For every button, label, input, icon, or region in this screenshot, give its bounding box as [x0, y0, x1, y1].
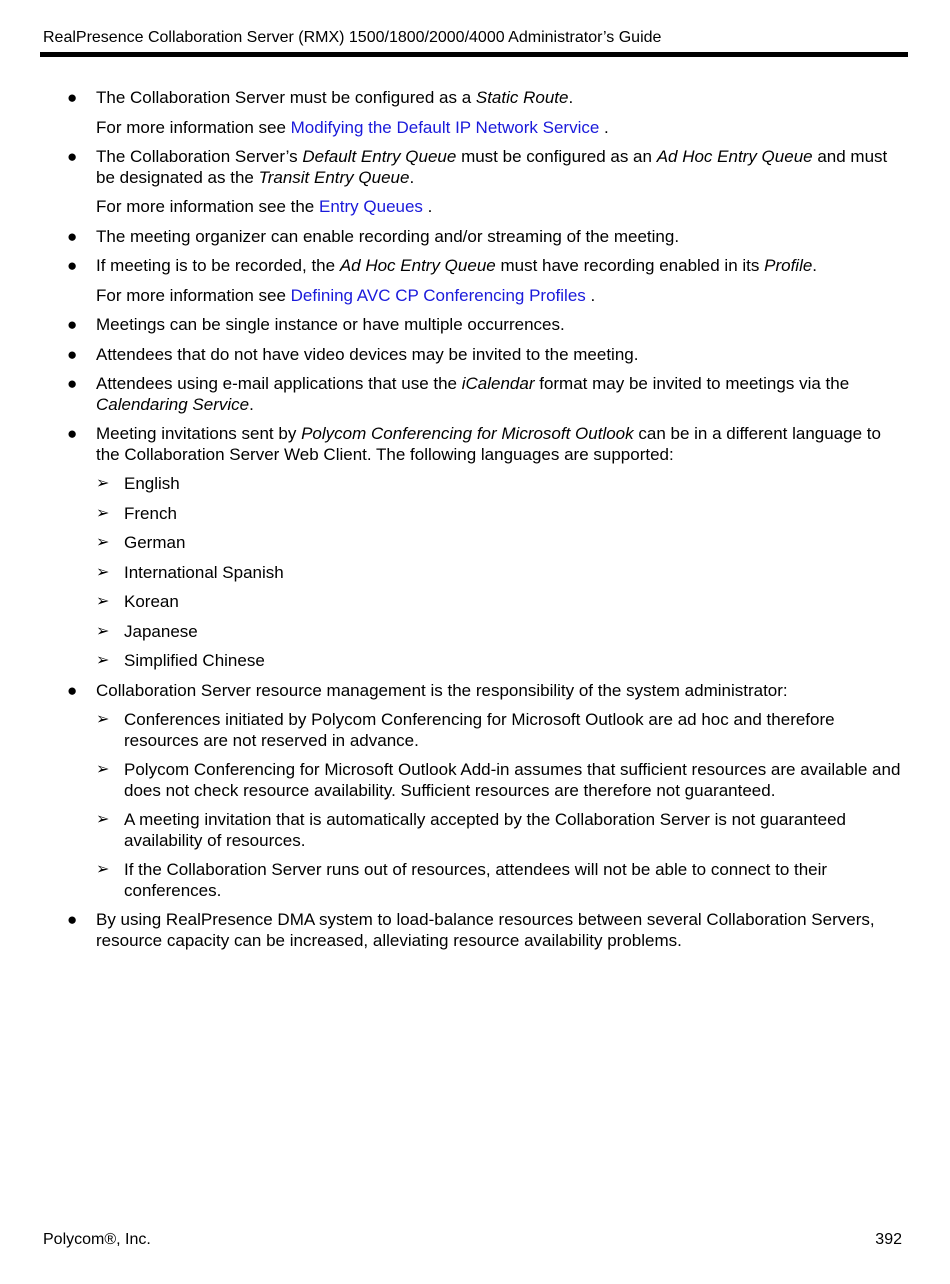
bullet-marker: ●	[67, 256, 78, 275]
bullet-item: ● If meeting is to be recorded, the Ad Hoc Entry Queue must have recording enabled in its Profile.	[67, 256, 818, 275]
bullet-marker: ●	[67, 680, 78, 700]
bullet-item: ● By using RealPresence DMA system to load-balance resources between several Collaboration Servers, resource capacity can be increased, alleviating resource availability problems.	[67, 910, 875, 950]
bullet-marker: ●	[67, 344, 78, 364]
header-rule	[40, 52, 908, 57]
bullet-item: ● The meeting organizer can enable recording and/or streaming of the meeting.	[67, 226, 680, 246]
arrow-bullet-icon: ➢	[96, 622, 110, 640]
bullet-marker: ●	[67, 424, 78, 443]
info-paragraph: For more information see Defining AVC CP Conferencing Profiles .	[96, 285, 596, 305]
arrow-bullet-icon: ➢	[96, 861, 110, 878]
info-paragraph: For more information see the Entry Queues .	[96, 197, 433, 216]
info-paragraph: For more information see Modifying the Default IP Network Service .	[96, 117, 609, 137]
bullet-marker: ●	[67, 374, 78, 393]
language-item-korean: ➢ Korean	[96, 592, 179, 611]
arrow-bullet-icon: ➢	[96, 652, 110, 669]
bullet-marker: ●	[67, 147, 78, 166]
page-number: 392	[875, 1231, 902, 1248]
resource-item: ➢ Conferences initiated by Polycom Conferencing for Microsoft Outlook are ad hoc and therefore resources are not reserved in advance.	[96, 710, 835, 750]
link-modifying-default-ip-network-service[interactable]: Modifying the Default IP Network Service	[290, 117, 600, 137]
arrow-bullet-icon: ➢	[96, 563, 110, 581]
resource-item: ➢ Polycom Conferencing for Microsoft Outlook Add-in assumes that sufficient resources are available and does not check resource availability. Sufficient resources are therefore not guaranteed.	[96, 760, 901, 800]
language-item-english: ➢ English	[96, 474, 180, 493]
arrow-bullet-icon: ➢	[96, 711, 110, 728]
running-header: RealPresence Collaboration Server (RMX) 1500/1800/2000/4000 Administrator’s Guide	[43, 29, 662, 46]
bullet-item: ● The Collaboration Server must be configured as a Static Route.	[67, 88, 574, 107]
bullet-item: ● Collaboration Server resource management is the responsibility of the system administrator:	[67, 680, 788, 700]
bullet-item: ● The Collaboration Server’s Default Entry Queue must be configured as an Ad Hoc Entry Queue and must be designated as the Transit Entry Queue.	[67, 147, 888, 187]
arrow-bullet-icon: ➢	[96, 761, 110, 778]
bullet-marker: ●	[67, 315, 78, 334]
bullet-item: ● Meeting invitations sent by Polycom Conferencing for Microsoft Outlook can be in a different language to the Collaboration Server Web Client. The following languages are supported:	[67, 424, 881, 464]
language-item-japanese: ➢ Japanese	[96, 621, 198, 641]
bullet-item: ● Meetings can be single instance or have multiple occurrences.	[67, 315, 565, 334]
arrow-bullet-icon: ➢	[96, 504, 110, 522]
bullet-item: ● Attendees that do not have video devices may be invited to the meeting.	[67, 344, 639, 364]
link-entry-queues[interactable]: Entry Queues	[318, 197, 423, 216]
bullet-item: ● Attendees using e-mail applications that use the iCalendar format may be invited to meetings via the Calendaring Service.	[67, 374, 850, 414]
arrow-bullet-icon: ➢	[96, 534, 110, 551]
arrow-bullet-icon: ➢	[96, 811, 110, 828]
bullet-marker: ●	[67, 910, 78, 929]
page-body	[0, 88, 950, 951]
resource-item: ➢ If the Collaboration Server runs out of resources, attendees will not be able to connect to their conferences.	[96, 860, 828, 900]
resource-item: ➢ A meeting invitation that is automatically accepted by the Collaboration Server is not guaranteed availability of resources.	[96, 810, 846, 850]
link-defining-avc-cp-conferencing-profiles[interactable]: Defining AVC CP Conferencing Profiles	[290, 285, 586, 305]
language-item-german: ➢ German	[96, 533, 186, 552]
language-item-simplified-chinese: ➢ Simplified Chinese	[96, 651, 265, 670]
language-item-french: ➢ French	[96, 503, 177, 523]
bullet-marker: ●	[67, 88, 78, 107]
bullet-marker: ●	[67, 226, 78, 246]
arrow-bullet-icon: ➢	[96, 593, 110, 610]
arrow-bullet-icon: ➢	[96, 475, 110, 492]
footer-company: Polycom®, Inc.	[43, 1231, 151, 1248]
language-item-international-spanish: ➢ International Spanish	[96, 562, 284, 582]
